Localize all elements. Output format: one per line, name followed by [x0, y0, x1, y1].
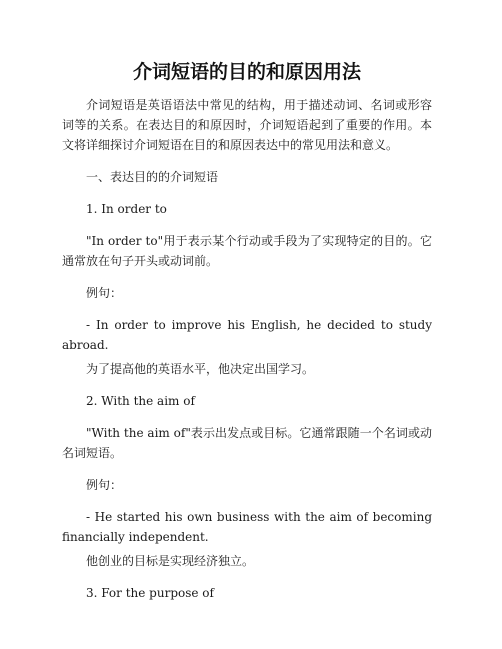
- item-heading: 1. In order to: [86, 202, 167, 216]
- item-heading: 3. For the purpose of: [86, 586, 214, 600]
- example-english: - He started his own business with the aim of becoming financially independent.: [62, 510, 432, 544]
- example-label: 例句：: [86, 286, 123, 300]
- section-heading: 一、表达目的的介词短语: [86, 170, 219, 184]
- item-description: "With the aim of"表示出发点或目标。它通常跟随一个名词或动名词短语。: [62, 426, 432, 460]
- intro-paragraph: 介词短语是英语语法中常见的结构，用于描述动词、名词或形容词等的关系。在表达目的和原因时，介词短语起到了重要的作用。本文将详细探讨介词短语在目的和原因表达中的常见用法和意义。: [62, 98, 432, 152]
- item-description: "In order to"用于表示某个行动或手段为了实现特定的目的。它通常放在句子开头或动词前。: [62, 234, 432, 268]
- item-heading: 2. With the aim of: [86, 394, 195, 408]
- example-chinese: 为了提高他的英语水平，他决定出国学习。: [86, 362, 315, 376]
- document-title: 介词短语的目的和原因用法: [132, 61, 361, 83]
- example-english: - In order to improve his English, he decided to study abroad.: [62, 318, 432, 352]
- example-label: 例句：: [86, 478, 123, 492]
- example-chinese: 他创业的目标是实现经济独立。: [86, 554, 255, 568]
